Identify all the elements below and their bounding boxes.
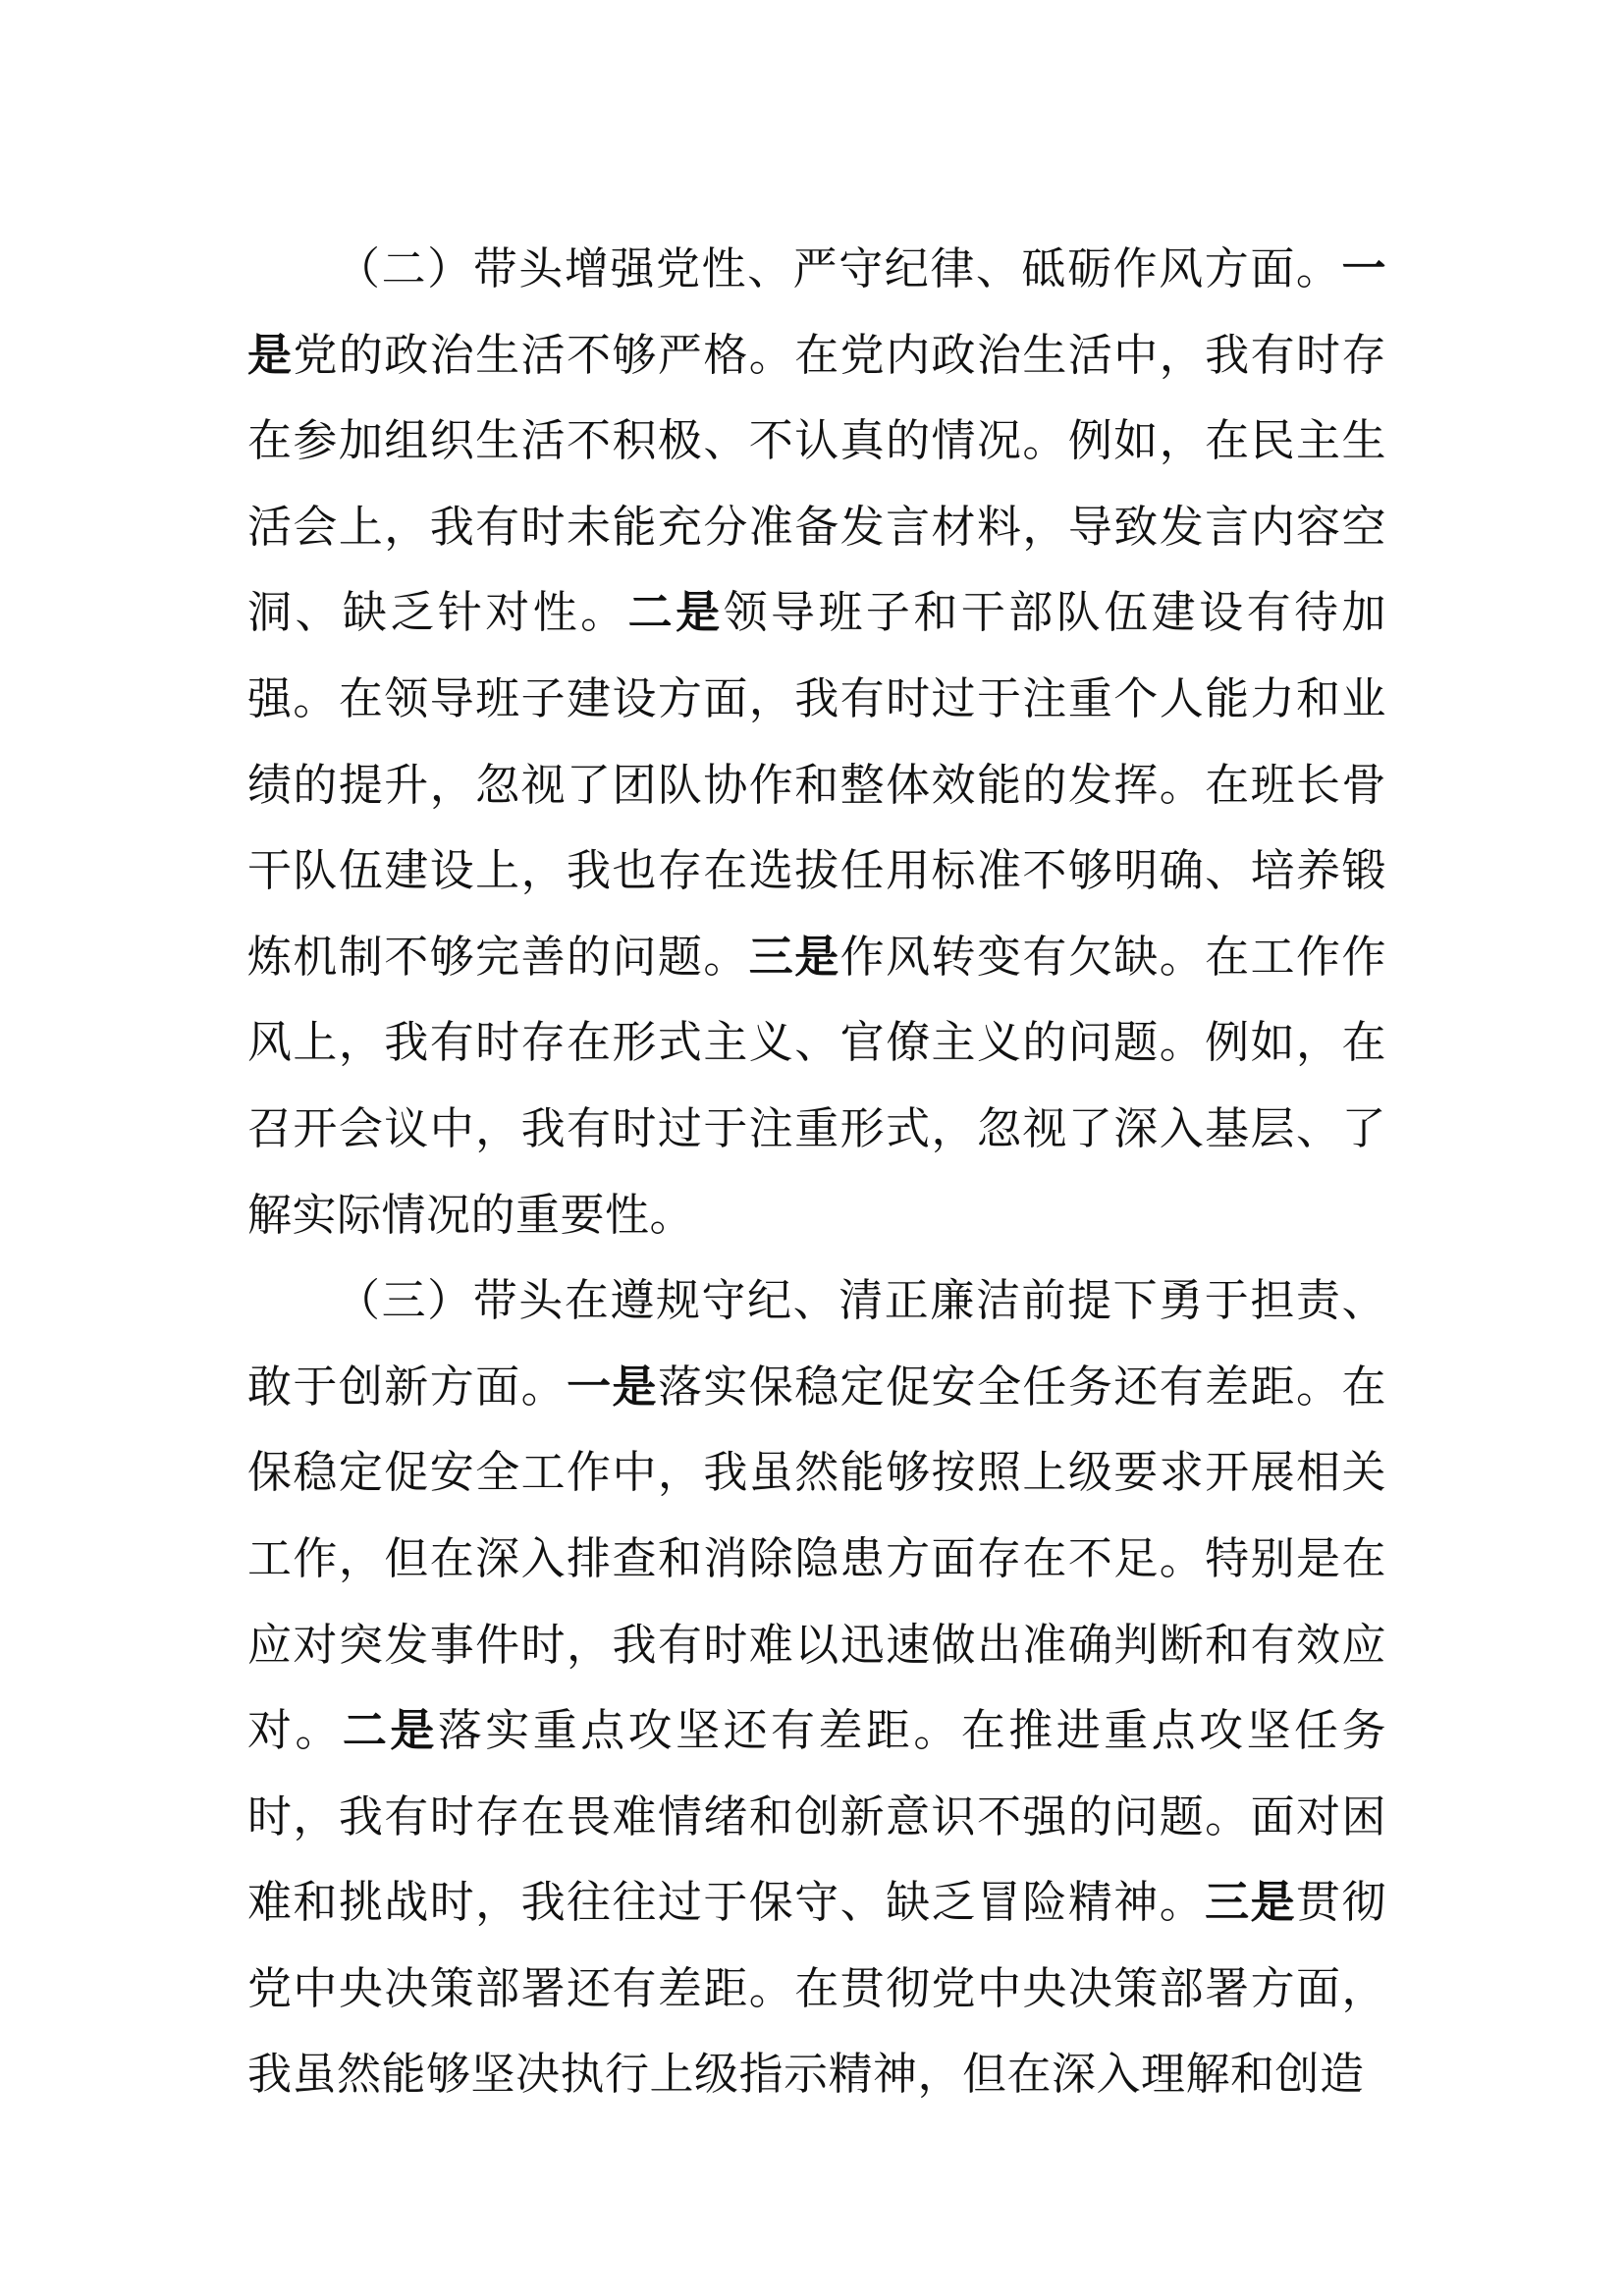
- point-marker-three: 三是: [748, 930, 840, 983]
- point-marker-two: 二是: [627, 586, 724, 639]
- point-marker-three: 三是: [1205, 1876, 1297, 1929]
- point-marker-two: 二是: [342, 1704, 438, 1757]
- point-text: 落实重点攻坚还有差距。在推进重点攻坚任务时，我有时存在畏难情绪和创新意识不强的问题。面对困难和挑战时，我往往过于保守、缺乏冒险精神。: [247, 1704, 1386, 1929]
- paragraph-section-two: [247, 226, 1386, 1257]
- section-three-heading: （三）带头在遵规守纪、清正廉洁前提下勇于担责、敢于创新方面。: [247, 1274, 1386, 1413]
- point-text: 贯彻党中央决策部署还有差距。在贯彻党中央决策部署方面，我虽然能够坚决执行上级指示精神，但在深入理解和创造: [247, 1876, 1386, 2101]
- point-text: 作风转变有欠缺。在工作作风上，我有时存在形式主义、官僚主义的问题。例如，在召开会议中，我有时过于注重形式，忽视了深入基层、了解实际情况的重要性。: [247, 930, 1386, 1241]
- point-text: 党的政治生活不够严格。在党内政治生活中，我有时存在参加组织生活不积极、不认真的情况。例如，在民主生活会上，我有时未能充分准备发言材料，导致发言内容空洞、缺乏针对性。: [247, 328, 1386, 639]
- document-page: [247, 226, 1386, 2117]
- point-marker-one: 一是: [247, 242, 1386, 381]
- point-text: 领导班子和干部队伍建设有待加强。在领导班子建设方面，我有时过于注重个人能力和业绩的提升，忽视了团队协作和整体效能的发挥。在班长骨干队伍建设上，我也存在选拔任用标准不够明确、培养锻炼机制不够完善的问题。: [247, 586, 1386, 983]
- point-text: 落实保稳定促安全任务还有差距。在保稳定促安全工作中，我虽然能够按照上级要求开展相关工作，但在深入排查和消除隐患方面存在不足。特别是在应对突发事件时，我有时难以迅速做出准确判断和有效应对。: [247, 1360, 1386, 1757]
- paragraph-section-three: [247, 1257, 1386, 2117]
- point-marker-one: 一是: [567, 1360, 658, 1413]
- section-two-heading: （二）带头增强党性、严守纪律、砥砺作风方面。: [336, 242, 1342, 294]
